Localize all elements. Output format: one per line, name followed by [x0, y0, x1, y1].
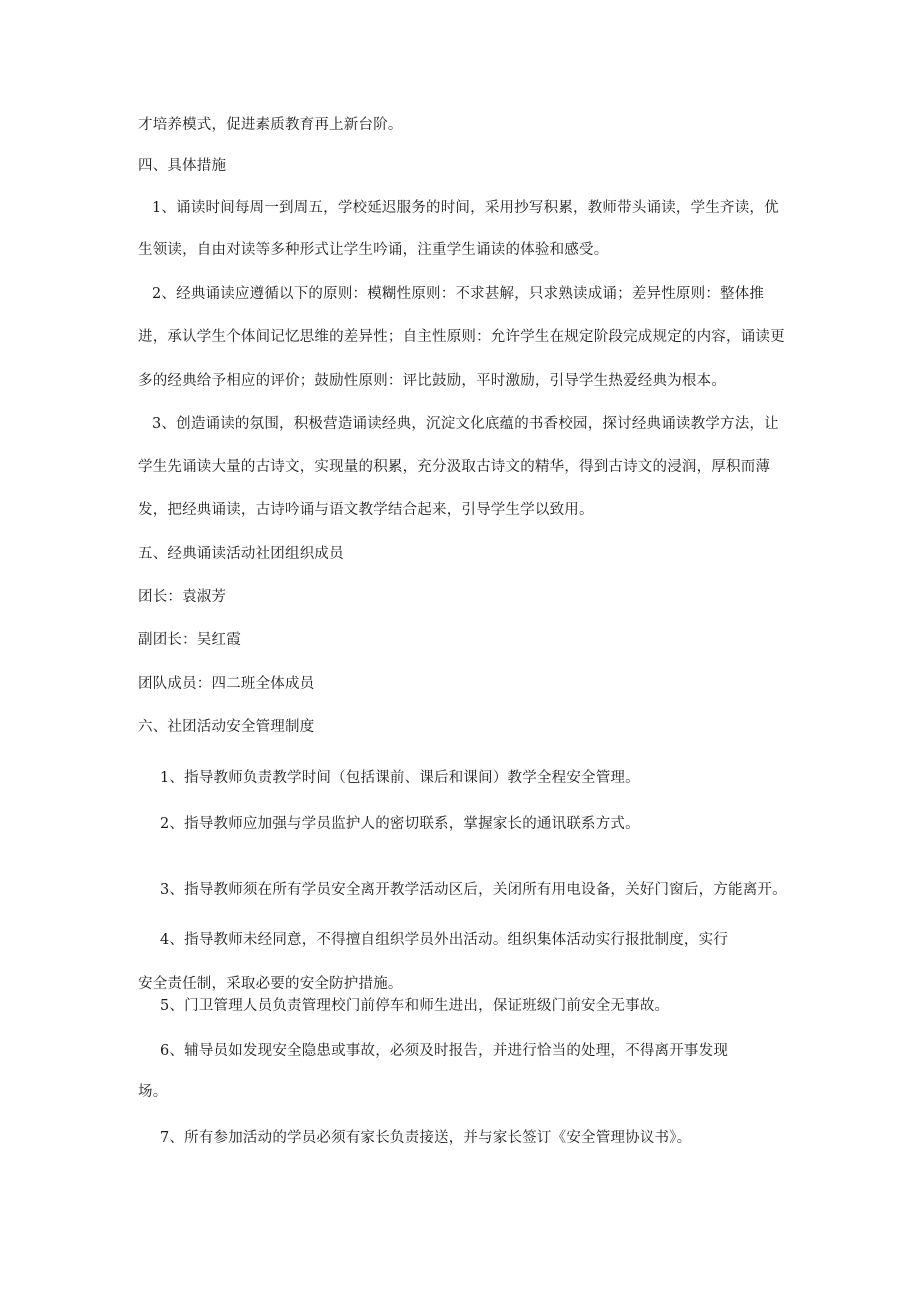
text-line: 学生先诵读大量的古诗文，实现量的积累，充分汲取古诗文的精华，得到古诗文的浸润，厚积而薄 [138, 459, 771, 475]
text-line: 安全责任制，采取必要的安全防护措施。 [138, 976, 403, 992]
section-heading: 四、具体措施 [138, 158, 227, 174]
text-line: 7、所有参加活动的学员必须有家长负责接送，并与家长签订《安全管理协议书》。 [160, 1130, 692, 1146]
text-line: 副团长：吴红霞 [138, 632, 241, 648]
text-line: 多的经典给予相应的评价；鼓励性原则：评比鼓励，平时激励，引导学生热爱经典为根本。 [138, 373, 726, 389]
text-line: 6、辅导员如发现安全隐患或事故，必须及时报告，并进行恰当的处理，不得离开事发现 [160, 1043, 729, 1059]
section-heading: 六、社团活动安全管理制度 [138, 719, 315, 735]
text-line: 2、指导教师应加强与学员监护人的密切联系，掌握家长的通讯联系方式。 [160, 816, 640, 832]
text-line: 3、创造诵读的氛围，积极营造诵读经典，沉淀文化底蕴的书香校园，探讨经典诵读教学方法，让 [152, 416, 779, 432]
text-line: 4、指导教师未经同意，不得擅自组织学员外出活动。组织集体活动实行报批制度，实行 [160, 932, 729, 948]
text-line: 1、指导教师负责教学时间（包括课前、课后和课间）教学全程安全管理。 [160, 770, 640, 786]
text-line: 才培养模式，促进素质教育再上新台阶。 [138, 117, 403, 133]
text-line: 3、指导教师须在所有学员安全离开教学活动区后，关闭所有用电设备，关好门窗后，方能离开。 [160, 882, 787, 898]
text-line: 进，承认学生个体间记忆思维的差异性；自主性原则：允许学生在规定阶段完成规定的内容，诵读更 [138, 329, 785, 345]
text-line: 场。 [138, 1084, 168, 1100]
text-line: 5、门卫管理人员负责管理校门前停车和师生进出，保证班级门前安全无事故。 [160, 998, 670, 1014]
text-line: 团队成员：四二班全体成员 [138, 676, 315, 692]
section-heading: 五、经典诵读活动社团组织成员 [138, 546, 344, 562]
text-line: 1、诵读时间每周一到周五，学校延迟服务的时间，采用抄写积累，教师带头诵读，学生齐读，优 [152, 200, 779, 216]
text-line: 生领读，自由对读等多种形式让学生吟诵，注重学生诵读的体验和感受。 [138, 242, 609, 258]
text-line: 2、经典诵读应遵循以下的原则：模糊性原则：不求甚解，只求熟读成诵；差异性原则：整体推 [152, 286, 765, 302]
text-line: 团长：袁淑芳 [138, 589, 227, 605]
text-line: 发，把经典诵读，古诗吟诵与语文教学结合起来，引导学生学以致用。 [138, 502, 594, 518]
